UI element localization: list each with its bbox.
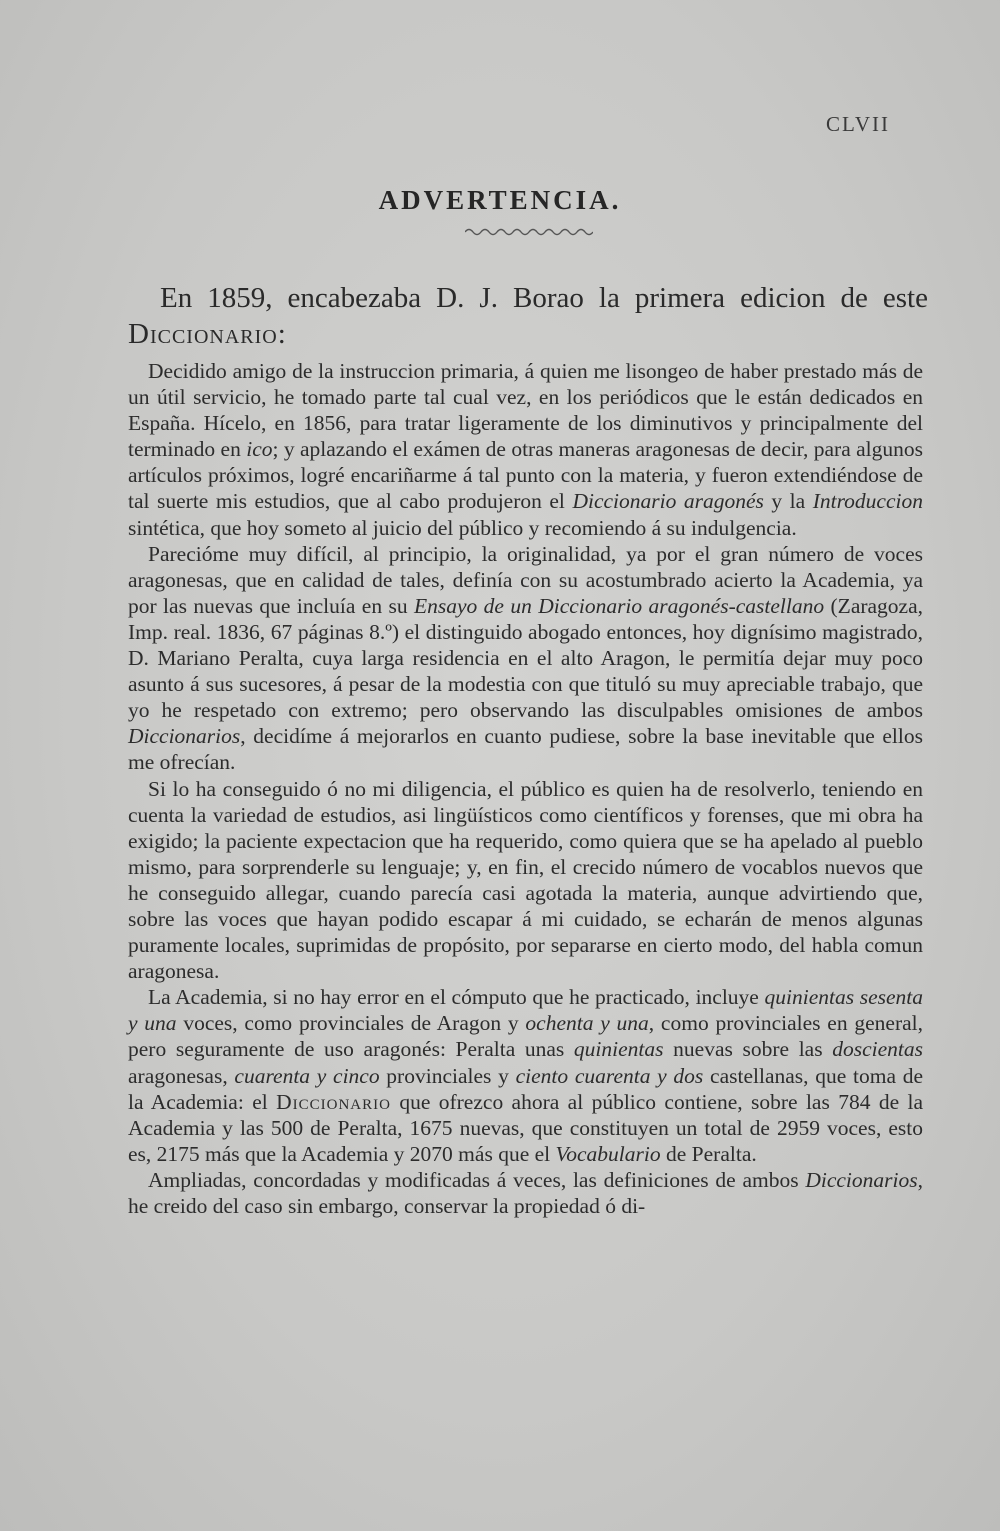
lead-sentence: En 1859, encabezaba D. J. Borao la primera edicion de este [160, 282, 928, 314]
body-text [128, 358, 923, 1219]
paragraph-5: Ampliadas, concordadas y modificadas á veces, las definiciones de ambos Diccionarios, he creido del caso sin embargo, conservar la propiedad ó di- [128, 1167, 923, 1218]
paragraph-1: Decidido amigo de la instruccion primaria, á quien me lisongeo de haber prestado más de un útil servicio, he tomado parte tal cual vez, en los periódicos que le están dedicados en España. Hícelo, en 1856, para tratar ligeramente de los diminutivos y principalmente del terminado en ico; y aplazando el exámen de otras maneras aragonesas de decir, para algunos artículos próximos, logré encariñarme á tal punto con la materia, y fueron extendiéndose de tal suerte mis estudios, que al cabo produjeron el Diccionario aragonés y la Introduccion sintética, que hoy someto al juicio del público y recomiendo á su indulgencia. [128, 359, 923, 540]
section-title: ADVERTENCIA. [378, 185, 622, 215]
page-number: CLVII [825, 112, 890, 136]
paragraph-4: La Academia, si no hay error en el cómputo que he practicado, incluye quinientas sesenta y una voces, como provinciales de Aragon y ochenta y una, como provinciales en general, pero seguramente de uso aragonés: Peralta unas quinientas nuevas sobre las doscientas aragonesas, cuarenta y cinco provinciales y ciento cuarenta y dos castellanas, que toma de la Academia: el Diccionario que ofrezco ahora al público contiene, sobre las 784 de la Academia y las 500 de Peralta, 1675 nuevas, que constituyen un total de 2959 voces, esto es, 2175 más que la Academia y 2070 más que el Vocabulario de Peralta. [128, 985, 924, 1166]
lead-word: Diccionario: [128, 318, 287, 350]
paragraph-3: Si lo ha conseguido ó no mi diligencia, el público es quien ha de resolverlo, teniendo en cuenta la variedad de estudios, asi lingüísticos como científicos y forenses, que mi obra ha exigido; la paciente expectacion que ha requerido, como quiera que se ha apelado al pueblo mismo, para sorprenderle su lenguaje; y, en fin, el crecido número de vocablos nuevos que he conseguido allegar, cuando parecía casi agotada la materia, aunque advirtiendo que, sobre las voces que hayan podido escapar á mi cuidado, se echarán de menos algunas puramente locales, suprimidas de propósito, por separarse en cierto modo, del habla comun aragonesa. [128, 776, 923, 984]
paragraph-2: Parecióme muy difícil, al principio, la originalidad, ya por el gran número de voces aragonesas, que en calidad de tales, definía con su acostumbrado acierto la Academia, ya por las nuevas que incluía en su Ensayo de un Diccionario aragonés-castellano (Zaragoza, Imp. real. 1836, 67 páginas 8.º) el distinguido abogado entonces, hoy dignísimo magistrado, D. Mariano Peralta, cuya larga residencia en el alto Aragon, le permitía dejar muy poco asunto á sus sucesores, á pesar de la modestia con que tituló su muy apreciable trabajo, que yo he respetado con extremo; pero observando las disculpables omisiones de ambos Diccionarios, decidíme á mejorarlos en cuanto pudiese, sobre la base inevitable que ellos me ofrecían. [128, 541, 924, 775]
wavy-ornament [465, 226, 593, 238]
lead-paragraph [128, 280, 928, 352]
